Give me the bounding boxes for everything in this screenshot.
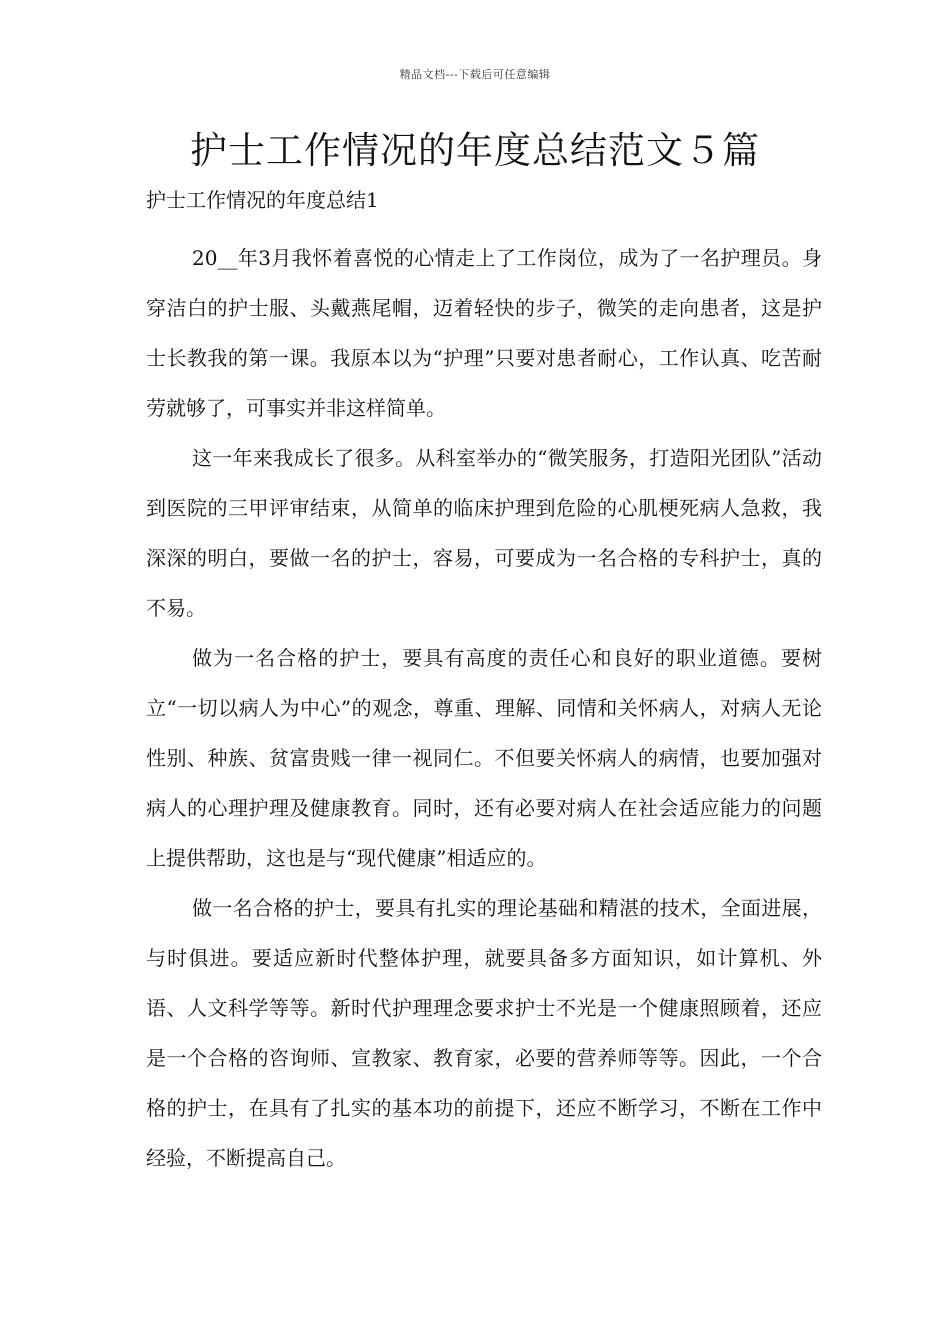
paragraph: 20__年3月我怀着喜悦的心情走上了工作岗位，成为了一名护理员。身穿洁白的护士服、头戴燕尾帽，迈着轻快的步子，微笑的走向患者，这是护士长教我的第一课。我原本以为“护理”只要对患者耐心，工作认真、吃苦耐劳就够了，可事实并非这样简单。: [146, 246, 822, 420]
paragraph: 做为一名合格的护士，要具有高度的责任心和良好的职业道德。要树立“一切以病人为中心”的观念，尊重、理解、同情和关怀病人，对病人无论性别、种族、贫富贵贱一律一视同仁。不但要关怀病人的病情，也要加强对病人的心理护理及健康教育。同时，还有必要对病人在社会适应能力的问题上提供帮助，这也是与“现代健康”相适应的。: [146, 646, 822, 870]
header-note: 精品文档---下载后可任意编辑: [399, 68, 551, 81]
document-body: [146, 233, 822, 1183]
section-heading: 护士工作情况的年度总结1: [146, 188, 379, 212]
paragraph: 做一名合格的护士，要具有扎实的理论基础和精湛的技术，全面进展，与时俱进。要适应新时代整体护理，就要具备多方面知识，如计算机、外语、人文科学等等。新时代护理理念要求护士不光是一个健康照顾着，还应是一个合格的咨询师、宣教家、教育家，必要的营养师等等。因此，一个合格的护士，在具有了扎实的基本功的前提下，还应不断学习，不断在工作中经验，不断提高自己。: [146, 896, 822, 1170]
document-title: 护士工作情况的年度总结范文５篇: [190, 129, 760, 172]
paragraph: 这一年来我成长了很多。从科室举办的“微笑服务，打造阳光团队”活动到医院的三甲评审结束，从简单的临床护理到危险的心肌梗死病人急救，我深深的明白，要做一名的护士，容易，可要成为一名合格的专科护士，真的不易。: [146, 446, 822, 620]
